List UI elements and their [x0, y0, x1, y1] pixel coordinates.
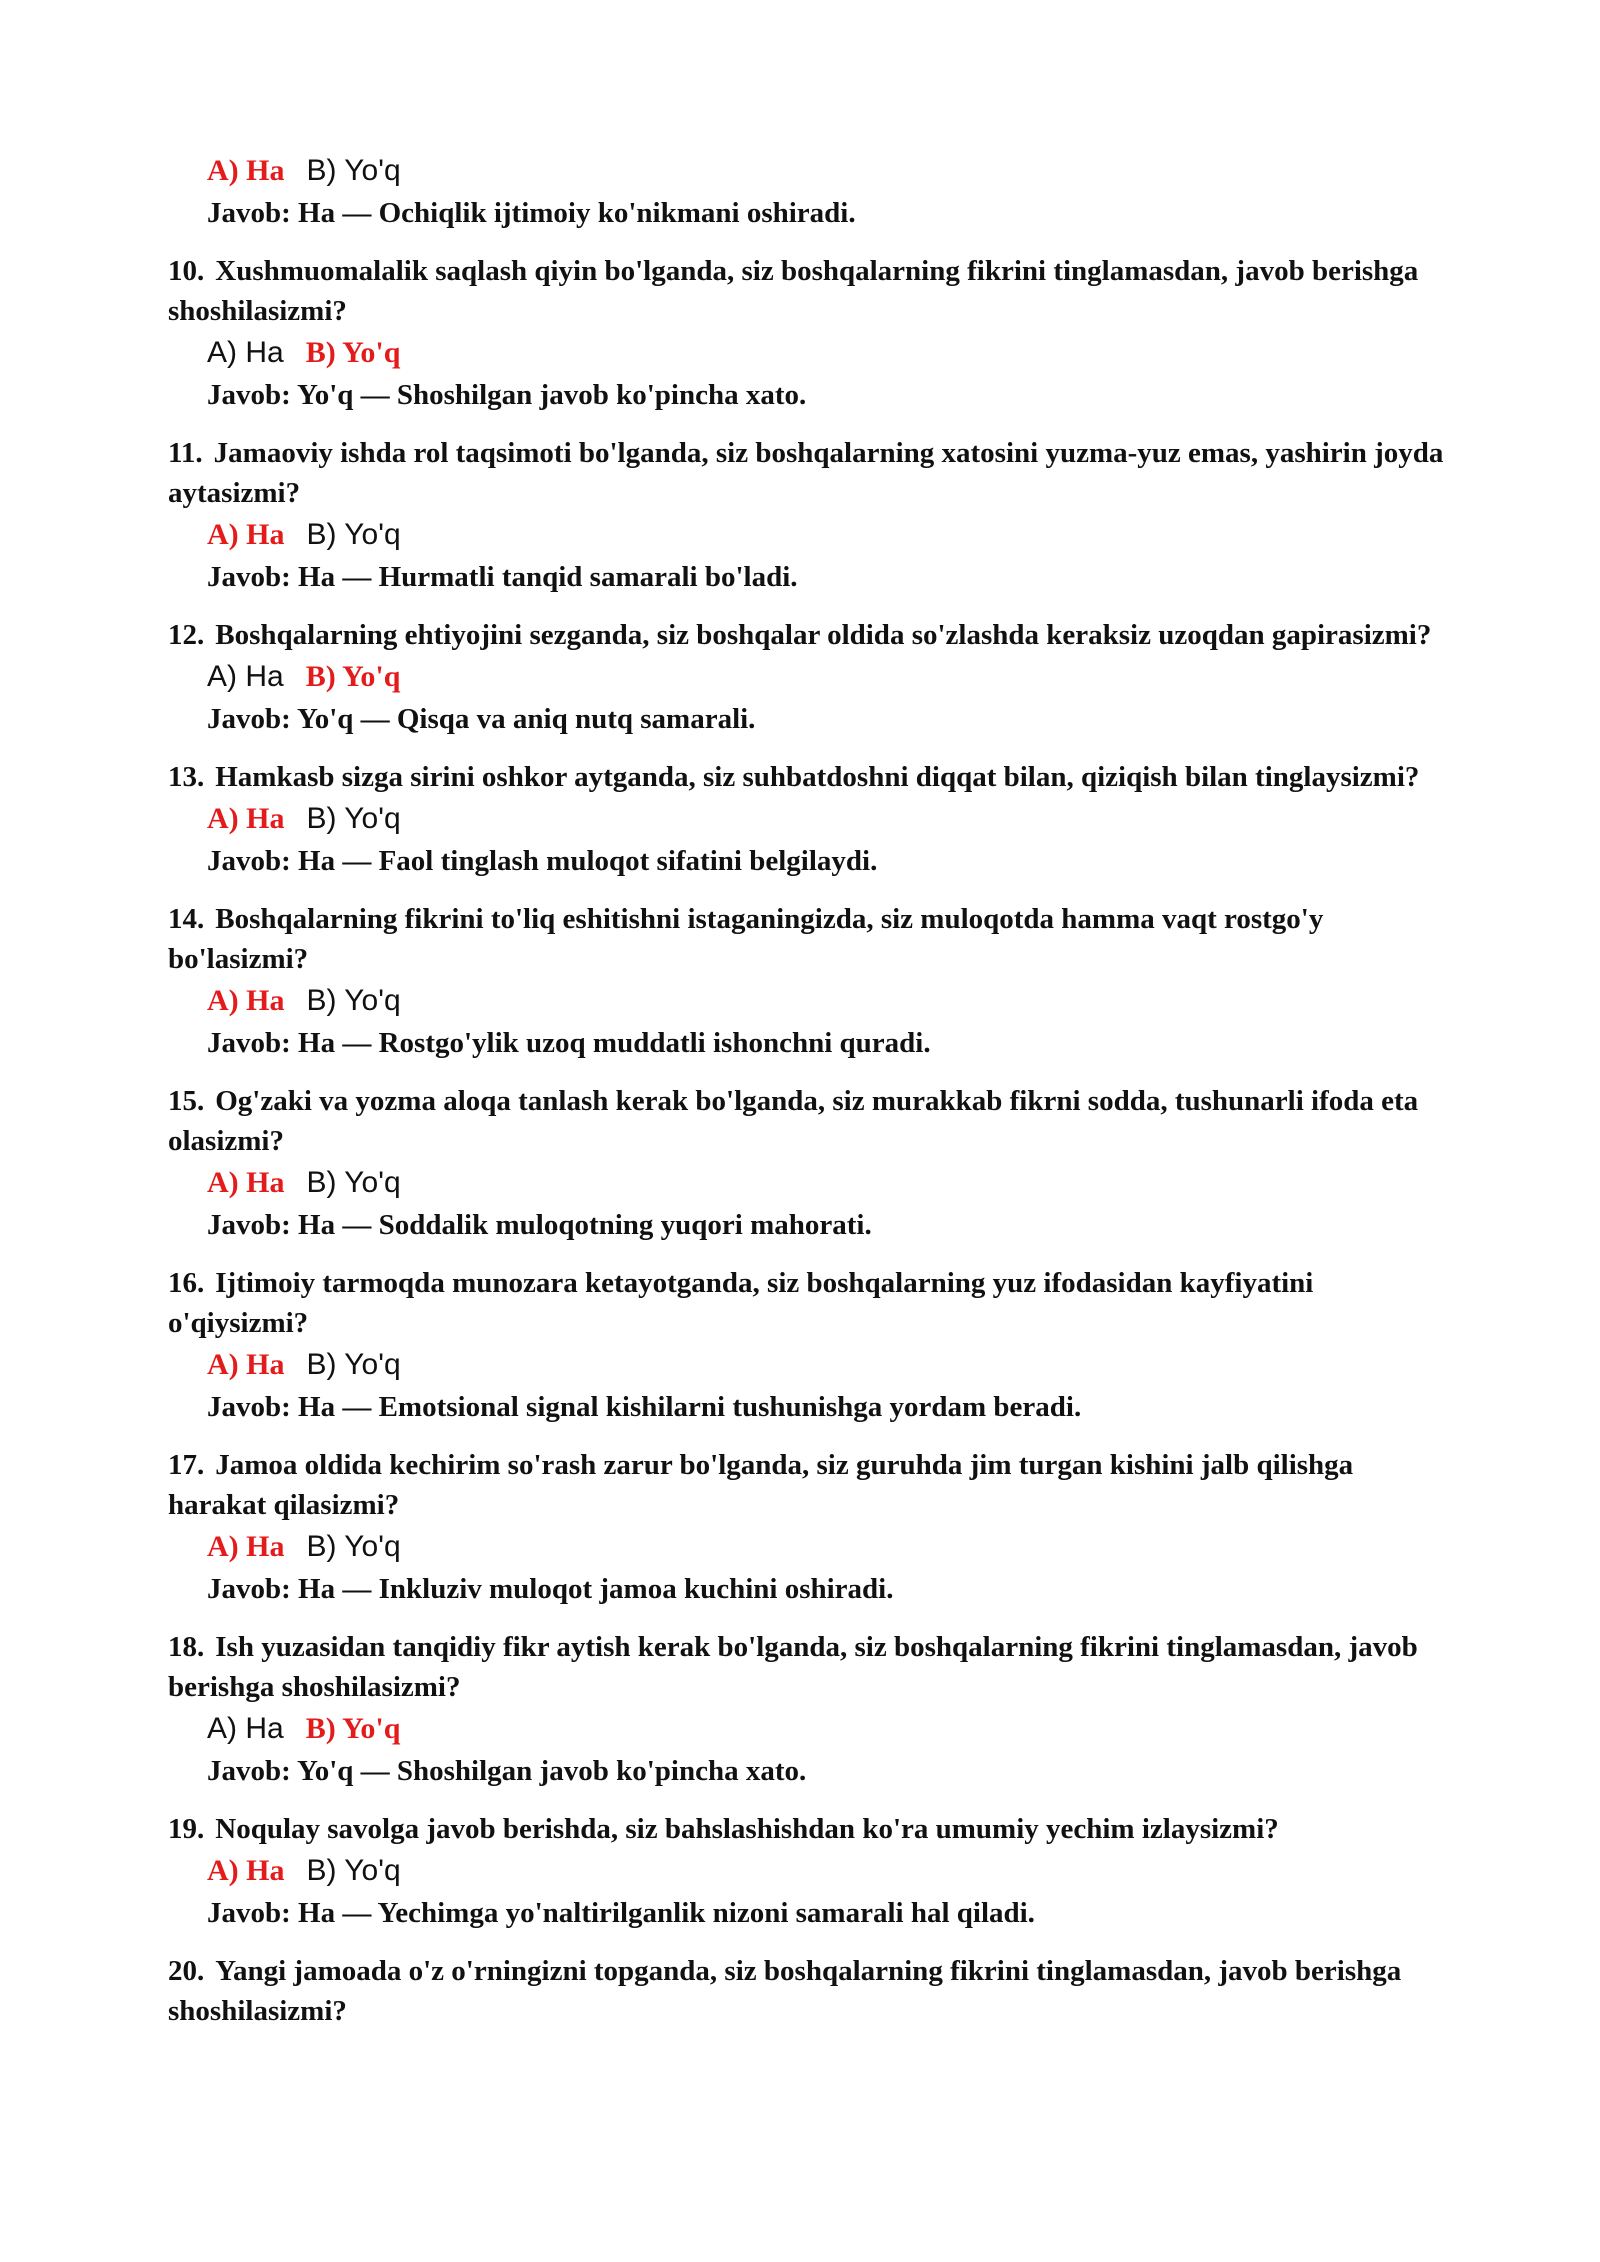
question-number: 14.: [168, 903, 205, 935]
question-text: [168, 615, 1458, 655]
option-a: A) Ha: [207, 1854, 285, 1887]
option-a: A) Ha: [207, 518, 285, 551]
question-text: [168, 433, 1458, 513]
option-a: A) Ha: [207, 984, 285, 1017]
option-a: A) Ha: [207, 1166, 285, 1199]
option-b: B) Yo'q: [306, 1530, 401, 1563]
answer-explanation: Javob: Ha — Soddalik muloqotning yuqori mahorati.: [207, 1209, 872, 1241]
answer-explanation: Javob: Ha — Rostgo'ylik uzoq muddatli ishonchni quradi.: [207, 1027, 931, 1059]
answer-explanation: Javob: Ha — Faol tinglash muloqot sifatini belgilaydi.: [207, 845, 878, 877]
option-b: B) Yo'q: [306, 1348, 401, 1381]
question-text: [168, 1627, 1458, 1707]
answer-options: [168, 980, 1458, 1022]
question-item: [168, 615, 1458, 740]
answer-options: [168, 1850, 1458, 1892]
question-number: 11.: [168, 437, 203, 469]
option-b: B) Yo'q: [305, 660, 401, 693]
answer-explanation: Javob: Yo'q — Shoshilgan javob ko'pincha xato.: [207, 1755, 807, 1787]
answer-explanation: Javob: Ha — Inkluziv muloqot jamoa kuchini oshiradi.: [207, 1573, 894, 1605]
question-body: Jamaoviy ishda rol taqsimoti bo'lganda, siz boshqalarning xatosini yuzma-yuz emas, yashirin joyda aytasizmi?: [168, 437, 1444, 509]
answer-explanation: Javob: Ha — Yechimga yo'naltirilganlik nizoni samarali hal qiladi.: [207, 1897, 1035, 1929]
option-a: A) Ha: [207, 802, 285, 835]
question-number: 18.: [168, 1631, 205, 1663]
question-body: Boshqalarning fikrini to'liq eshitishni istaganingizda, siz muloqotda hamma vaqt rostgo'y bo'lasizmi?: [168, 903, 1324, 975]
question-body: Yangi jamoada o'z o'rningizni topganda, siz boshqalarning fikrini tinglamasdan, javob berishga shoshilasizmi?: [168, 1955, 1402, 2027]
answer-explanation: Javob: Yo'q — Shoshilgan javob ko'pincha xato.: [207, 379, 807, 411]
previous-question-tail: [168, 150, 1458, 234]
question-number: 12.: [168, 619, 205, 651]
option-b: B) Yo'q: [306, 802, 401, 835]
option-a: A) Ha: [207, 154, 285, 187]
question-number: 20.: [168, 1955, 205, 1987]
question-body: Xushmuomalalik saqlash qiyin bo'lganda, siz boshqalarning fikrini tinglamasdan, javob berishga shoshilasizmi?: [168, 255, 1419, 327]
question-item: [168, 251, 1458, 416]
answer-options: [168, 656, 1458, 698]
answer-explanation: Javob: Ha — Hurmatli tanqid samarali bo'ladi.: [207, 561, 798, 593]
answer-explanation: Javob: Yo'q — Qisqa va aniq nutq samarali.: [207, 703, 756, 735]
question-number: 17.: [168, 1449, 205, 1481]
option-b: B) Yo'q: [305, 336, 401, 369]
answer-options: [168, 1162, 1458, 1204]
answer-explanation: Javob: Ha — Emotsional signal kishilarni tushunishga yordam beradi.: [207, 1391, 1082, 1423]
question-item: [168, 1081, 1458, 1246]
question-item: [168, 1263, 1458, 1428]
question-item: [168, 1951, 1458, 2031]
question-body: Ish yuzasidan tanqidiy fikr aytish kerak bo'lganda, siz boshqalarning fikrini tinglamasdan, javob berishga shoshilasizmi?: [168, 1631, 1418, 1703]
option-b: B) Yo'q: [306, 518, 401, 551]
question-text: [168, 1263, 1458, 1343]
option-b: B) Yo'q: [306, 984, 401, 1017]
answer-options: [168, 1526, 1458, 1568]
option-a: A) Ha: [207, 660, 284, 693]
question-item: [168, 433, 1458, 598]
question-text: [168, 1809, 1458, 1849]
answer-options: [168, 798, 1458, 840]
question-body: Boshqalarning ehtiyojini sezganda, siz boshqalar oldida so'zlashda keraksiz uzoqdan gapirasizmi?: [215, 619, 1432, 651]
question-item: [168, 1627, 1458, 1792]
answer-explanation: Javob: Ha — Ochiqlik ijtimoiy ko'nikmani oshiradi.: [207, 197, 856, 229]
option-b: B) Yo'q: [306, 1854, 401, 1887]
answer-options: [168, 514, 1458, 556]
quiz-list: [168, 150, 1458, 2031]
question-body: Noqulay savolga javob berishda, siz bahslashishdan ko'ra umumiy yechim izlaysizmi?: [215, 1813, 1279, 1845]
answer-options: [168, 1344, 1458, 1386]
question-body: Hamkasb sizga sirini oshkor aytganda, siz suhbatdoshni diqqat bilan, qiziqish bilan tinglaysizmi?: [215, 761, 1420, 793]
question-text: [168, 899, 1458, 979]
question-number: 10.: [168, 255, 205, 287]
question-item: [168, 1809, 1458, 1934]
question-number: 15.: [168, 1085, 205, 1117]
question-number: 19.: [168, 1813, 205, 1845]
question-item: [168, 899, 1458, 1064]
question-number: 16.: [168, 1267, 205, 1299]
question-body: Jamoa oldida kechirim so'rash zarur bo'lganda, siz guruhda jim turgan kishini jalb qilishga harakat qilasizmi?: [168, 1449, 1354, 1521]
question-item: [168, 1445, 1458, 1610]
question-body: Og'zaki va yozma aloqa tanlash kerak bo'lganda, siz murakkab fikrni sodda, tushunarli ifoda eta olasizmi?: [168, 1085, 1419, 1157]
option-b: B) Yo'q: [306, 154, 401, 187]
answer-options: [168, 150, 1458, 192]
option-b: B) Yo'q: [306, 1166, 401, 1199]
question-text: [168, 251, 1458, 331]
question-text: [168, 1445, 1458, 1525]
question-text: [168, 757, 1458, 797]
option-a: A) Ha: [207, 336, 284, 369]
option-a: A) Ha: [207, 1530, 285, 1563]
option-a: A) Ha: [207, 1348, 285, 1381]
question-text: [168, 1081, 1458, 1161]
option-a: A) Ha: [207, 1712, 284, 1745]
question-item: [168, 757, 1458, 882]
question-text: [168, 1951, 1458, 2031]
question-number: 13.: [168, 761, 205, 793]
answer-options: [168, 332, 1458, 374]
option-b: B) Yo'q: [305, 1712, 401, 1745]
question-body: Ijtimoiy tarmoqda munozara ketayotganda, siz boshqalarning yuz ifodasidan kayfiyatini o'qiysizmi?: [168, 1267, 1314, 1339]
answer-options: [168, 1708, 1458, 1750]
